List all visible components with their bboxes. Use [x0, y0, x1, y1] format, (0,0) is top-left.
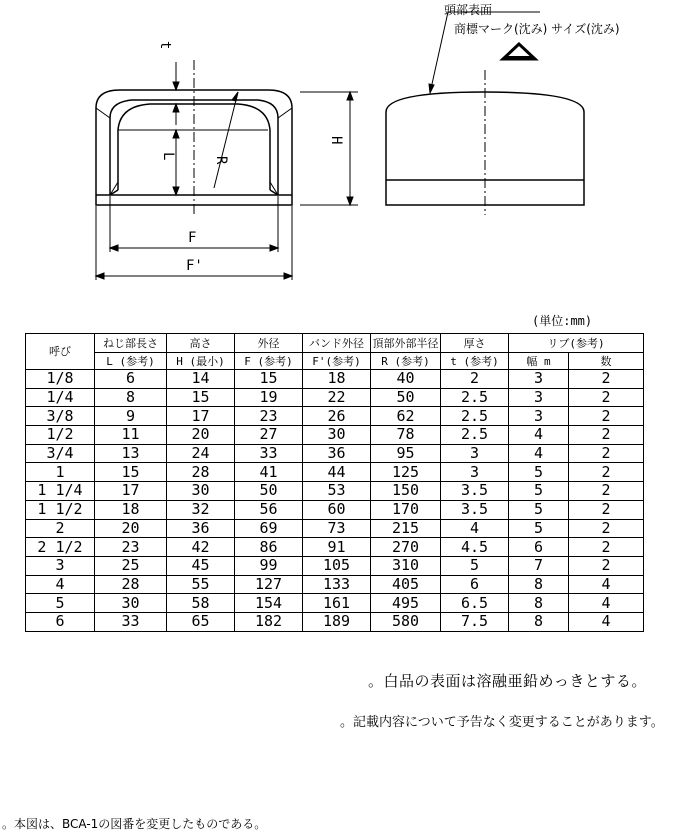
table-row: [26, 463, 644, 482]
table-cell: 26: [303, 407, 371, 426]
technical-drawing: [0, 0, 700, 300]
table-cell: 27: [235, 426, 303, 445]
table-cell: 50: [235, 482, 303, 501]
table-cell: 20: [95, 519, 167, 538]
table-cell: 8: [509, 575, 569, 594]
header-thread-length-sub: L (参考): [95, 353, 167, 370]
header-outer-diameter: 外径: [235, 334, 303, 353]
table-cell: 2: [569, 388, 644, 407]
table-cell: 8: [509, 612, 569, 631]
table-row: [26, 575, 644, 594]
table-cell: 18: [95, 500, 167, 519]
table-cell: 5: [509, 500, 569, 519]
table-cell: 2: [569, 370, 644, 389]
table-cell: 62: [371, 407, 441, 426]
table-cell: 7: [509, 556, 569, 575]
header-thickness: 厚さ: [441, 334, 509, 353]
table-cell: 189: [303, 612, 371, 631]
table-cell: 2.5: [441, 388, 509, 407]
table-row: [26, 370, 644, 389]
dim-H: [300, 92, 358, 205]
head-surface-label: 頭部表面: [444, 3, 493, 17]
header-size: 呼び: [26, 334, 95, 370]
header-outer-diameter-sub: F (参考): [235, 353, 303, 370]
header-rib-width: 幅 m: [509, 353, 569, 370]
header-band-diameter: バンド外径: [303, 334, 371, 353]
table-cell: 23: [95, 538, 167, 557]
table-cell: 17: [95, 482, 167, 501]
table-cell: 6: [26, 612, 95, 631]
table-row: [26, 444, 644, 463]
table-cell: 19: [235, 388, 303, 407]
table-row: [26, 538, 644, 557]
table-cell: 15: [167, 388, 235, 407]
table-cell: 2: [569, 426, 644, 445]
table-cell: 3.5: [441, 482, 509, 501]
table-cell: 2: [26, 519, 95, 538]
table-cell: 182: [235, 612, 303, 631]
table-cell: 95: [371, 444, 441, 463]
header-crown-radius: 頂部外部半径: [371, 334, 441, 353]
table-cell: 2: [569, 500, 644, 519]
dim-R-label: R: [213, 156, 229, 165]
table-cell: 33: [235, 444, 303, 463]
table-cell: 58: [167, 594, 235, 613]
table-row: [26, 594, 644, 613]
table-cell: 60: [303, 500, 371, 519]
table-cell: 1 1/2: [26, 500, 95, 519]
table-cell: 5: [26, 594, 95, 613]
table-cell: 3: [509, 370, 569, 389]
table-cell: 4: [26, 575, 95, 594]
table-cell: 127: [235, 575, 303, 594]
table-cell: 30: [95, 594, 167, 613]
table-cell: 4: [569, 575, 644, 594]
table-cell: 125: [371, 463, 441, 482]
table-cell: 30: [167, 482, 235, 501]
table-row: [26, 426, 644, 445]
dim-R: [214, 92, 238, 188]
table-cell: 2: [569, 482, 644, 501]
dim-t: [168, 62, 185, 125]
table-cell: 28: [95, 575, 167, 594]
dim-F-prime-label: F': [186, 258, 203, 274]
table-cell: 2: [569, 444, 644, 463]
header-thread-length: ねじ部長さ: [95, 334, 167, 353]
table-cell: 1/4: [26, 388, 95, 407]
dim-t-label: t: [157, 41, 173, 50]
header-band-diameter-sub: F'(参考): [303, 353, 371, 370]
table-cell: 405: [371, 575, 441, 594]
table-cell: 3/8: [26, 407, 95, 426]
table-cell: 18: [303, 370, 371, 389]
table-cell: 105: [303, 556, 371, 575]
table-cell: 4: [569, 594, 644, 613]
header-thickness-sub: t (参考): [441, 353, 509, 370]
table-cell: 5: [441, 556, 509, 575]
table-cell: 32: [167, 500, 235, 519]
header-rib: リブ(参考): [509, 334, 644, 353]
table-cell: 99: [235, 556, 303, 575]
table-cell: 6: [441, 575, 509, 594]
table-cell: 65: [167, 612, 235, 631]
table-row: [26, 407, 644, 426]
dim-L-label: L: [160, 152, 176, 161]
table-cell: 13: [95, 444, 167, 463]
table-cell: 25: [95, 556, 167, 575]
table-cell: 33: [95, 612, 167, 631]
table-body: [26, 370, 644, 632]
table-cell: 2.5: [441, 426, 509, 445]
table-cell: 3: [26, 556, 95, 575]
table-cell: 73: [303, 519, 371, 538]
table-cell: 2: [569, 463, 644, 482]
table-cell: 5: [509, 463, 569, 482]
table-cell: 42: [167, 538, 235, 557]
change-note: 。記載内容について予告なく変更することがあります。: [340, 715, 664, 730]
table-cell: 8: [509, 594, 569, 613]
table-cell: 2.5: [441, 407, 509, 426]
table-cell: 3: [509, 407, 569, 426]
table-cell: 20: [167, 426, 235, 445]
table-cell: 4: [509, 444, 569, 463]
dim-L: [173, 130, 179, 195]
table-cell: 91: [303, 538, 371, 557]
table-cell: 3: [441, 463, 509, 482]
header-rib-count: 数: [569, 353, 644, 370]
table-cell: 133: [303, 575, 371, 594]
table-cell: 270: [371, 538, 441, 557]
header-height: 高さ: [167, 334, 235, 353]
table-cell: 2 1/2: [26, 538, 95, 557]
table-cell: 3: [509, 388, 569, 407]
table-cell: 4.5: [441, 538, 509, 557]
trademark-symbol: [503, 44, 535, 60]
table-cell: 1 1/4: [26, 482, 95, 501]
table-cell: 40: [371, 370, 441, 389]
table-cell: 1/8: [26, 370, 95, 389]
table-cell: 53: [303, 482, 371, 501]
footer-note: 。本図は、BCA-1の図番を変更したものである。: [2, 817, 267, 831]
table-cell: 15: [235, 370, 303, 389]
table-cell: 5: [509, 482, 569, 501]
table-cell: 2: [569, 519, 644, 538]
table-cell: 45: [167, 556, 235, 575]
dimension-table: [25, 333, 644, 632]
table-cell: 580: [371, 612, 441, 631]
table-row: [26, 388, 644, 407]
table-row: [26, 612, 644, 631]
table-cell: 5: [509, 519, 569, 538]
table-cell: 1: [26, 463, 95, 482]
header-height-sub: H (最小): [167, 353, 235, 370]
table-cell: 3.5: [441, 500, 509, 519]
table-cell: 56: [235, 500, 303, 519]
table-cell: 4: [441, 519, 509, 538]
table-cell: 161: [303, 594, 371, 613]
table-cell: 36: [167, 519, 235, 538]
table-cell: 9: [95, 407, 167, 426]
table-cell: 44: [303, 463, 371, 482]
table-cell: 78: [371, 426, 441, 445]
table-cell: 4: [569, 612, 644, 631]
table-cell: 4: [509, 426, 569, 445]
mark-label: 商標マーク(沈み) サイズ(沈み): [454, 22, 620, 36]
table-cell: 22: [303, 388, 371, 407]
table-row: [26, 556, 644, 575]
coating-note: 。白品の表面は溶融亜鉛めっきとする。: [368, 672, 647, 690]
table-cell: 310: [371, 556, 441, 575]
table-cell: 150: [371, 482, 441, 501]
table-cell: 41: [235, 463, 303, 482]
table-cell: 6: [95, 370, 167, 389]
table-cell: 2: [569, 407, 644, 426]
table-row: [26, 482, 644, 501]
table-cell: 17: [167, 407, 235, 426]
table-cell: 30: [303, 426, 371, 445]
table-cell: 3/4: [26, 444, 95, 463]
table-cell: 170: [371, 500, 441, 519]
table-row: [26, 519, 644, 538]
dim-H-label: H: [328, 136, 344, 145]
table-cell: 7.5: [441, 612, 509, 631]
table-cell: 154: [235, 594, 303, 613]
table-cell: 28: [167, 463, 235, 482]
table-cell: 14: [167, 370, 235, 389]
table-cell: 8: [95, 388, 167, 407]
table-cell: 55: [167, 575, 235, 594]
table-cell: 3: [441, 444, 509, 463]
units-note: (単位:mm): [532, 314, 593, 328]
table-cell: 15: [95, 463, 167, 482]
table-cell: 495: [371, 594, 441, 613]
table-cell: 2: [569, 556, 644, 575]
dim-F-label: F: [188, 230, 197, 246]
table-cell: 2: [569, 538, 644, 557]
table-cell: 23: [235, 407, 303, 426]
table-cell: 69: [235, 519, 303, 538]
table-cell: 215: [371, 519, 441, 538]
table-cell: 2: [441, 370, 509, 389]
table-cell: 24: [167, 444, 235, 463]
table-cell: 36: [303, 444, 371, 463]
header-crown-radius-sub: R (参考): [371, 353, 441, 370]
table-cell: 6.5: [441, 594, 509, 613]
table-cell: 50: [371, 388, 441, 407]
table-row: [26, 500, 644, 519]
table-cell: 86: [235, 538, 303, 557]
table-cell: 11: [95, 426, 167, 445]
table-cell: 1/2: [26, 426, 95, 445]
table-cell: 6: [509, 538, 569, 557]
